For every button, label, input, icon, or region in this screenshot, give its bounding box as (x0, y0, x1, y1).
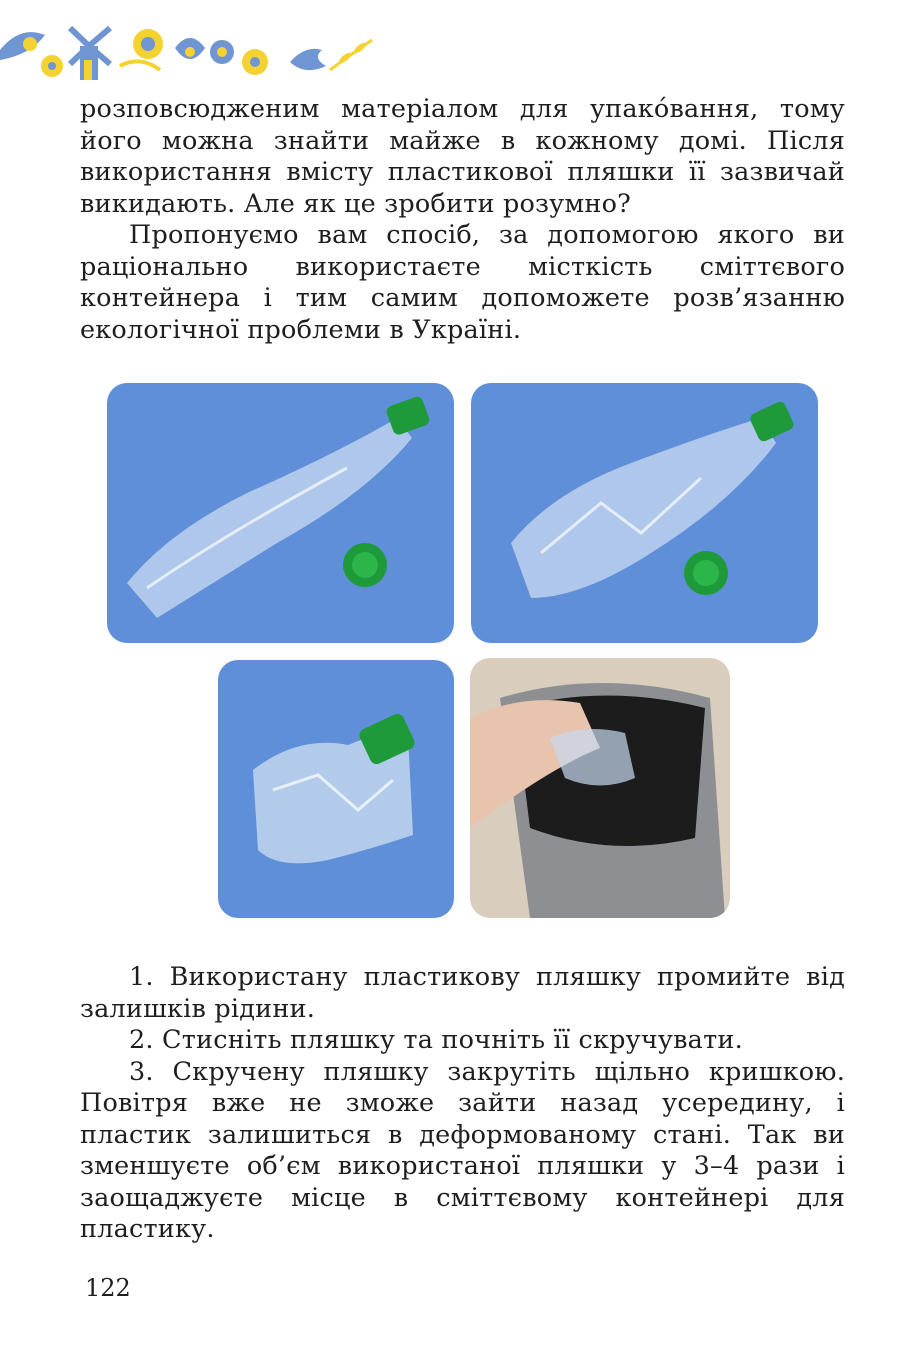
paragraph: розповсюдженим матеріалом для упакóвання, тому його можна знайти майже в кожному домі. Після використання вмісту пластикової пляшки її зазвичай викидають. Але як це зробити розумно? (80, 94, 845, 219)
photo-bottle-uncapped (107, 383, 454, 643)
step-item: 2. Стисніть пляшку та почніть її скручувати. (129, 1025, 743, 1055)
sunflower-icon (41, 55, 63, 77)
flower-icon (120, 29, 163, 70)
windmill-icon (70, 28, 110, 80)
paragraph: Пропонуємо вам спосіб, за допомогою якого ви раціонально використаєте місткість сміттєвого контейнера і тим самим допоможете розв’язанню екологічної проблеми в Україні. (80, 220, 845, 345)
sunflower-icon (242, 49, 268, 75)
flower-icon (175, 38, 205, 59)
intro-text (80, 94, 845, 346)
step-item: 1. Використану пластикову пляшку промийте від залишків рідини. (80, 962, 845, 1024)
page-number: 122 (85, 1274, 131, 1302)
photo-bottle-twisted-capped (218, 660, 454, 918)
bird-icon (290, 49, 326, 70)
sunflower-icon (210, 40, 234, 64)
photo-hand-trash-bin (470, 658, 730, 918)
photo-bottle-squeezed (471, 383, 818, 643)
folk-ornament-decoration (0, 0, 380, 90)
instructions-text (80, 962, 845, 1246)
step-item: 3. Скручену пляшку закрутіть щільно кришкою. Повітря вже не зможе зайти назад усередину, і пластик залишиться в деформованому стані. Так ви зменшуєте об’єм використаної пляшки у 3–4 рази і заощаджуєте місце в сміттєвому контейнері для пластику. (80, 1056, 845, 1244)
leaf-branch-icon (330, 40, 372, 70)
flower-icon (0, 32, 45, 60)
